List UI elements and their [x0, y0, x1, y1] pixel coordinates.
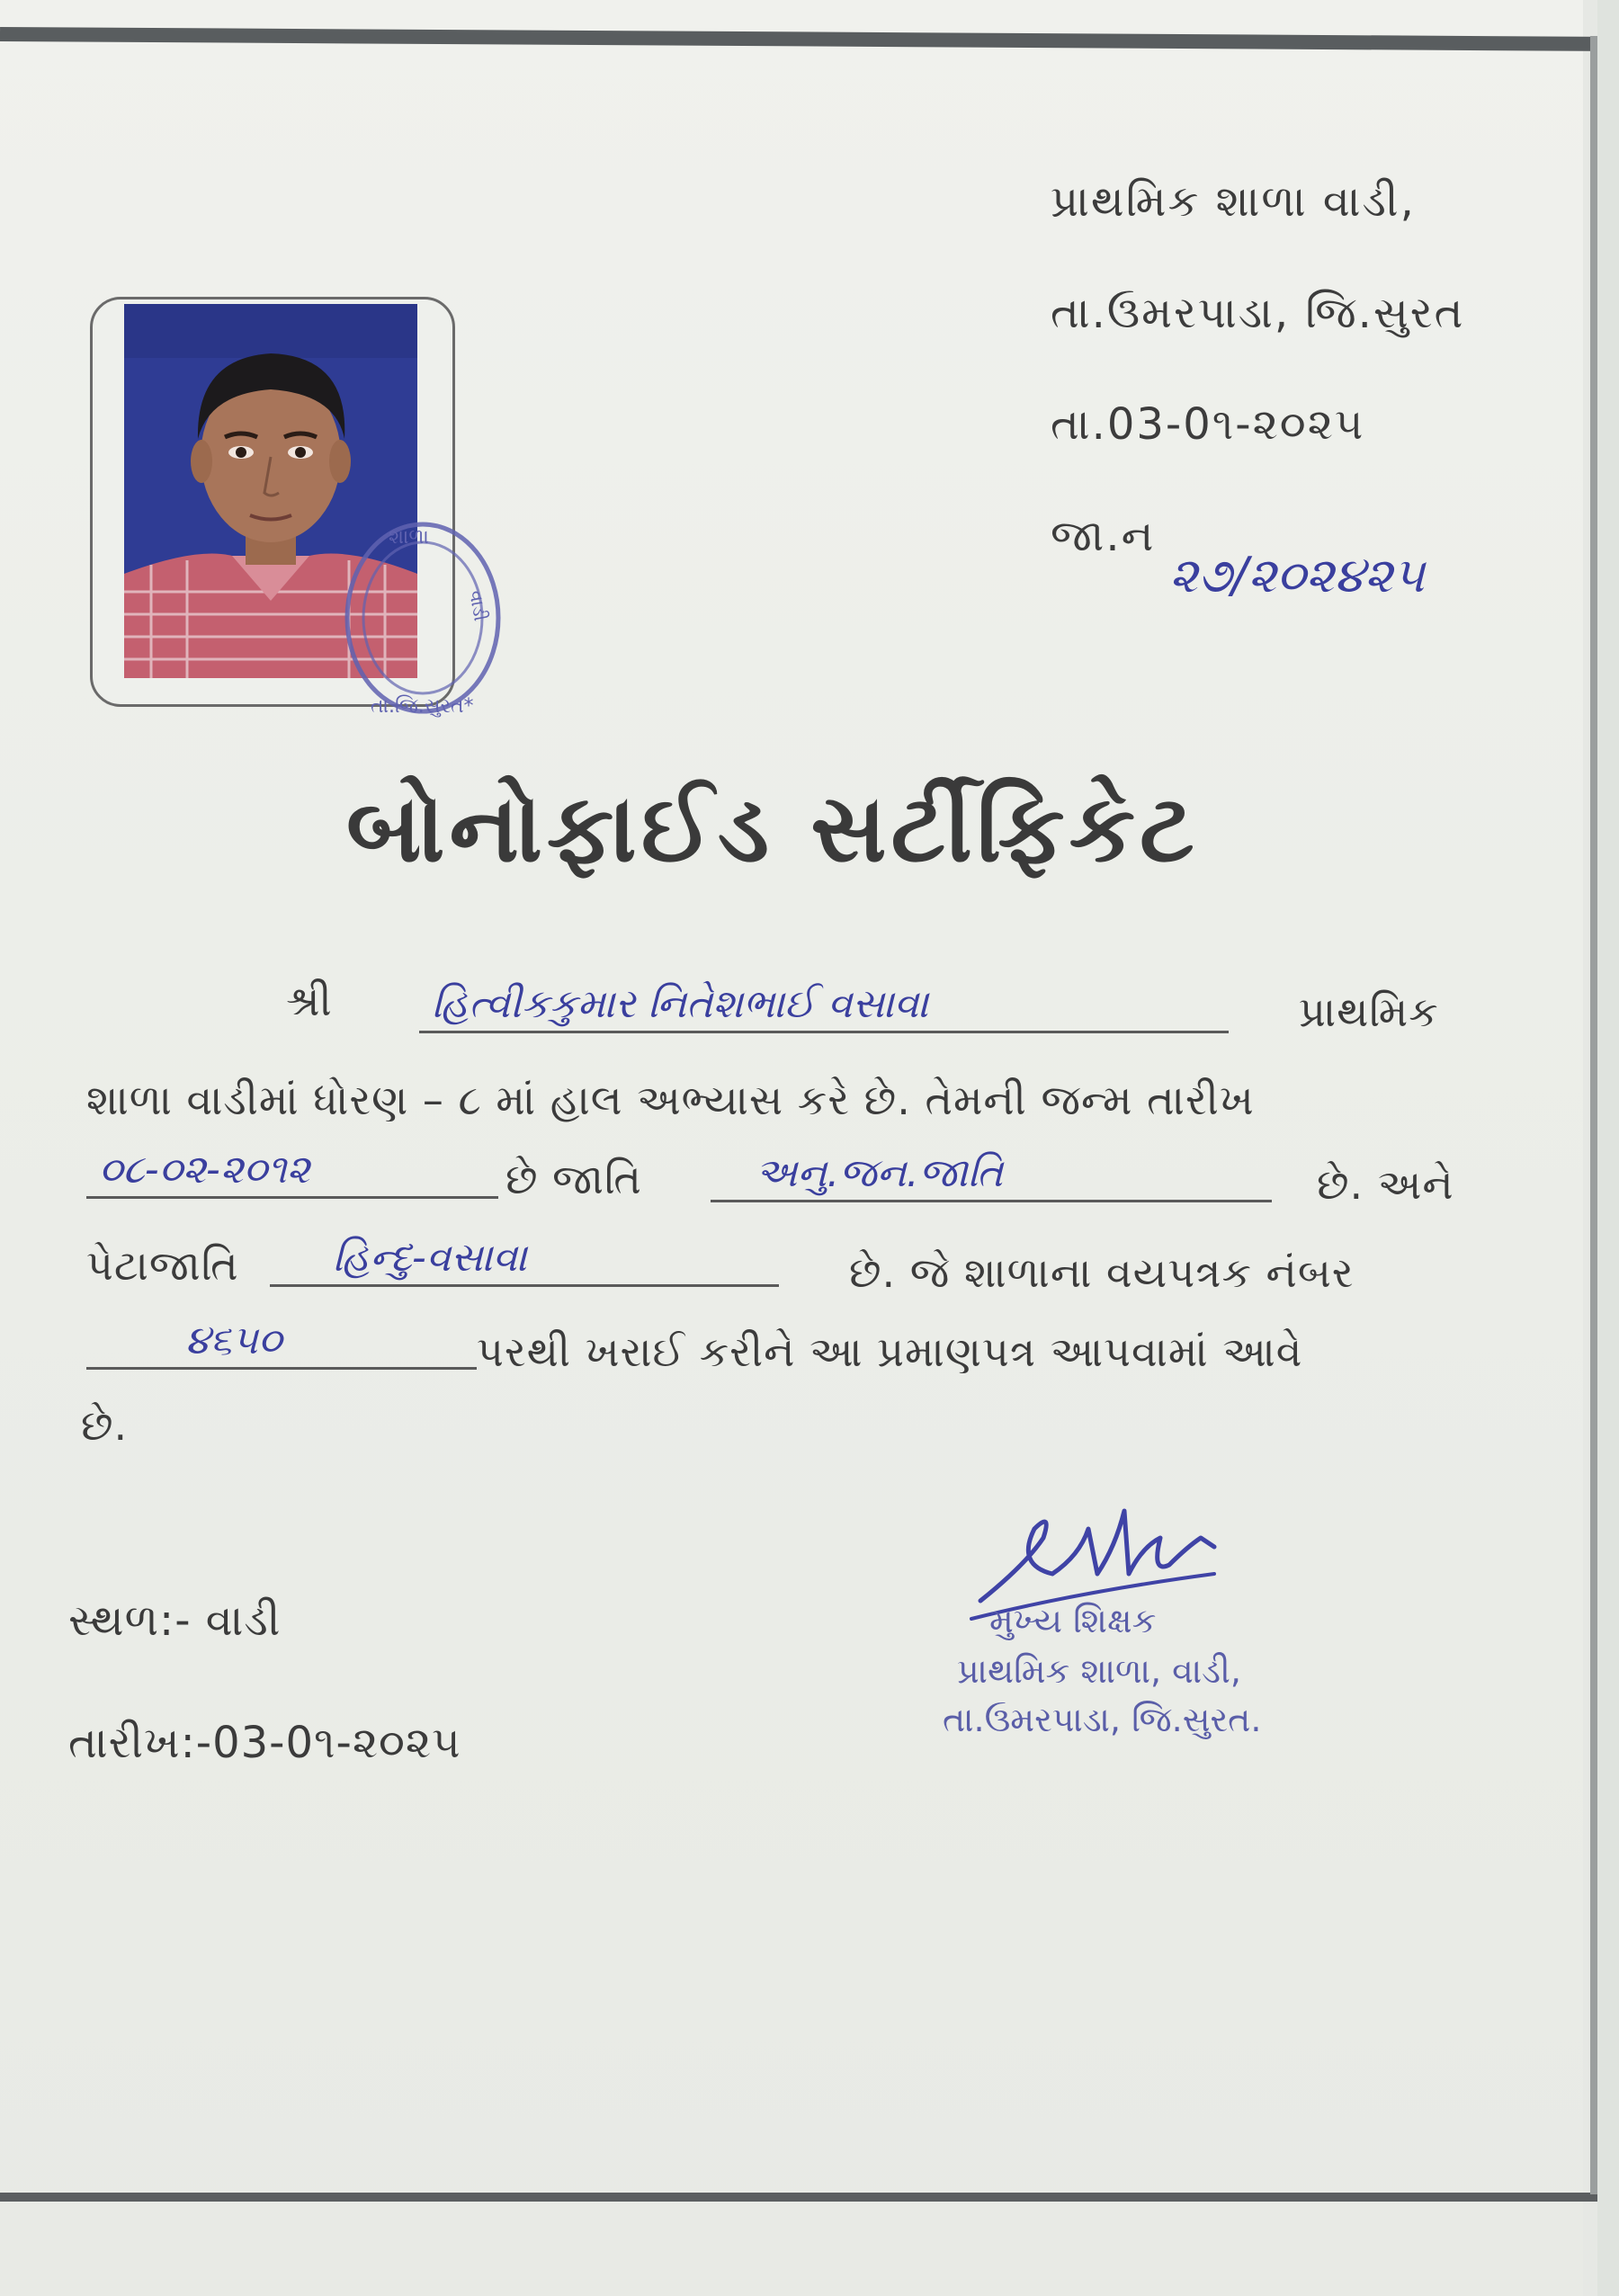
footer-date: તારીખ:-03-0૧-૨૦૨૫	[68, 1718, 461, 1768]
honorific: શ્રી	[286, 977, 333, 1025]
certificate-date: તા.03-0૧-૨૦૨૫	[1051, 399, 1365, 450]
signatory-address: તા.ઉમરપાડા, જિ.સુરત.	[943, 1700, 1262, 1739]
svg-text:તા.જિ.સુરત*: તા.જિ.સુરત*	[371, 695, 474, 718]
text-prathmik: પ્રાથમિક	[1299, 987, 1439, 1036]
body-line-4-rest: છે. જે શાળાના વયપત્રક નંબર	[849, 1248, 1355, 1297]
body-line-6: છે.	[81, 1401, 129, 1450]
school-stamp	[335, 511, 511, 725]
svg-text:શાળા: શાળા	[389, 526, 429, 549]
student-name: હિત્વીકકુમાર નિતેશભાઈ વસાવા	[432, 981, 929, 1027]
sub-caste: હિન્દુ-વસાવા	[333, 1235, 527, 1281]
birth-date: ૦૮-૦૨-૨૦૧૨	[99, 1147, 310, 1193]
inward-number: ૨૭/૨૦૨૪૨૫	[1169, 547, 1425, 603]
body-line-5-rest: પરથી ખરાઈ કરીને આ પ્રમાણપત્ર આપવામાં આવે	[477, 1327, 1303, 1376]
sub-caste-field	[270, 1228, 779, 1287]
page-edge-bottom	[0, 2193, 1619, 2202]
text-chhe-ane: છે. અને	[1317, 1160, 1454, 1209]
inward-label: જા.ન	[1051, 511, 1156, 561]
signatory-school: પ્રાથમિક શાળા, વાડી,	[957, 1651, 1241, 1691]
background-strip	[1597, 0, 1619, 2296]
certificate-title: બોનોફાઈડ સર્ટીફિકેટ	[346, 773, 1199, 883]
caste-field	[711, 1146, 1272, 1202]
register-number-field	[86, 1311, 477, 1370]
signatory-title: મુખ્ય શિક્ષક	[989, 1601, 1157, 1640]
caste: અનુ.જન.જાતિ	[756, 1150, 1004, 1196]
school-address: તા.ઉમરપાડા, જિ.સુરત	[1051, 288, 1465, 338]
svg-text:વાડી: વાડી	[465, 588, 492, 623]
birth-date-field	[86, 1142, 498, 1199]
petajati-label: પેટાજાતિ	[86, 1241, 239, 1290]
body-line-2: શાળા વાડીમાં ધોરણ – ૮ માં હાલ અભ્યાસ કરે છે. તેમની જન્મ તારીખ	[86, 1076, 1255, 1124]
place: સ્થળ:- વાડી	[68, 1595, 282, 1646]
student-name-field	[419, 971, 1229, 1033]
page-edge-right	[1590, 36, 1597, 2194]
text-chhe-jati: છે જાતિ	[505, 1155, 642, 1203]
register-number: ૪૬૫૦	[185, 1318, 282, 1363]
school-name: પ્રાથમિક શાળા વાડી,	[1051, 176, 1416, 227]
